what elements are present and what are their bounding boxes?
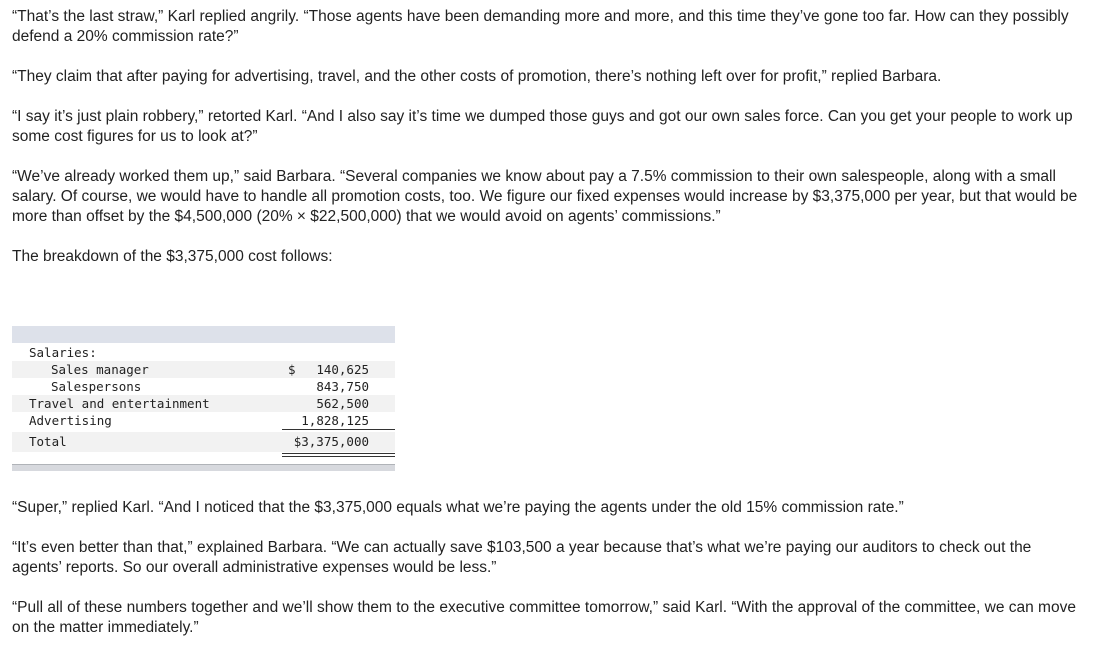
subtotal-rule	[282, 429, 395, 430]
dollar-sign: $	[288, 362, 296, 377]
row-value: 1,828,125	[301, 413, 369, 428]
table-row	[12, 378, 395, 395]
table-row	[12, 412, 395, 429]
table-header-bar	[12, 326, 395, 343]
paragraph-last-straw: “That’s the last straw,” Karl replied angrily. “Those agents have been demanding more and more, and this time they’ve gone too far. How can they possibly defend a 20% commission rate?”	[12, 8, 1069, 45]
row-value: 562,500	[316, 396, 369, 411]
cost-breakdown-table	[12, 326, 395, 470]
case-text-before	[12, 7, 1082, 267]
paragraph-super: “Super,” replied Karl. “And I noticed that the $3,375,000 equals what we’re paying the agents under the old 15% commission rate.”	[12, 499, 904, 516]
paragraph-cost-figures: “We’ve already worked them up,” said Barbara. “Several companies we know about pay a 7.5% commission to their own salespeople, along with a small salary. Of course, we would have to handle all promotion costs, too. We figure our fixed expenses would increase by $3,375,000 per year, but that would be more than offset by the $4,500,000 (20% × $22,500,000) that we would avoid on agents’ commissions.”	[12, 168, 1078, 225]
total-value: $3,375,000	[293, 434, 369, 449]
row-value: 140,625	[316, 362, 369, 377]
paragraph-pull-numbers: “Pull all of these numbers together and we’ll show them to the executive committee tomorrow,” said Karl. “With the approval of the committee, we can move on the matter immediately.”	[12, 599, 1076, 636]
table-footer-bar	[12, 464, 395, 471]
salaries-label: Salaries:	[29, 345, 97, 360]
row-label: Advertising	[29, 413, 112, 428]
table-row	[12, 361, 395, 378]
row-label: Travel and entertainment	[29, 396, 210, 411]
row-value: 843,750	[316, 379, 369, 394]
paragraph-breakdown-intro: The breakdown of the $3,375,000 cost follows:	[12, 248, 333, 265]
paragraph-robbery: “I say it’s just plain robbery,” retorted Karl. “And I also say it’s time we dumped those guys and got our own sales force. Can you get your people to work up some cost figures for us to look at?”	[12, 108, 1073, 145]
paragraph-even-better: “It’s even better than that,” explained Barbara. “We can actually save $103,500 a year because that’s what we’re paying our auditors to check out the agents’ reports. So our overall administrative expenses would be less.”	[12, 539, 1032, 576]
row-label: Sales manager	[51, 362, 149, 377]
table-row	[12, 395, 395, 412]
table-row-salaries-heading	[12, 344, 395, 361]
total-double-rule	[282, 453, 395, 457]
table-row-total	[12, 432, 395, 452]
paragraph-barbara-reply: “They claim that after paying for advertising, travel, and the other costs of promotion, there’s nothing left over for profit,” replied Barbara.	[12, 68, 942, 85]
total-label: Total	[29, 434, 67, 449]
case-text-after	[12, 498, 1082, 658]
row-label: Salespersons	[51, 379, 142, 394]
